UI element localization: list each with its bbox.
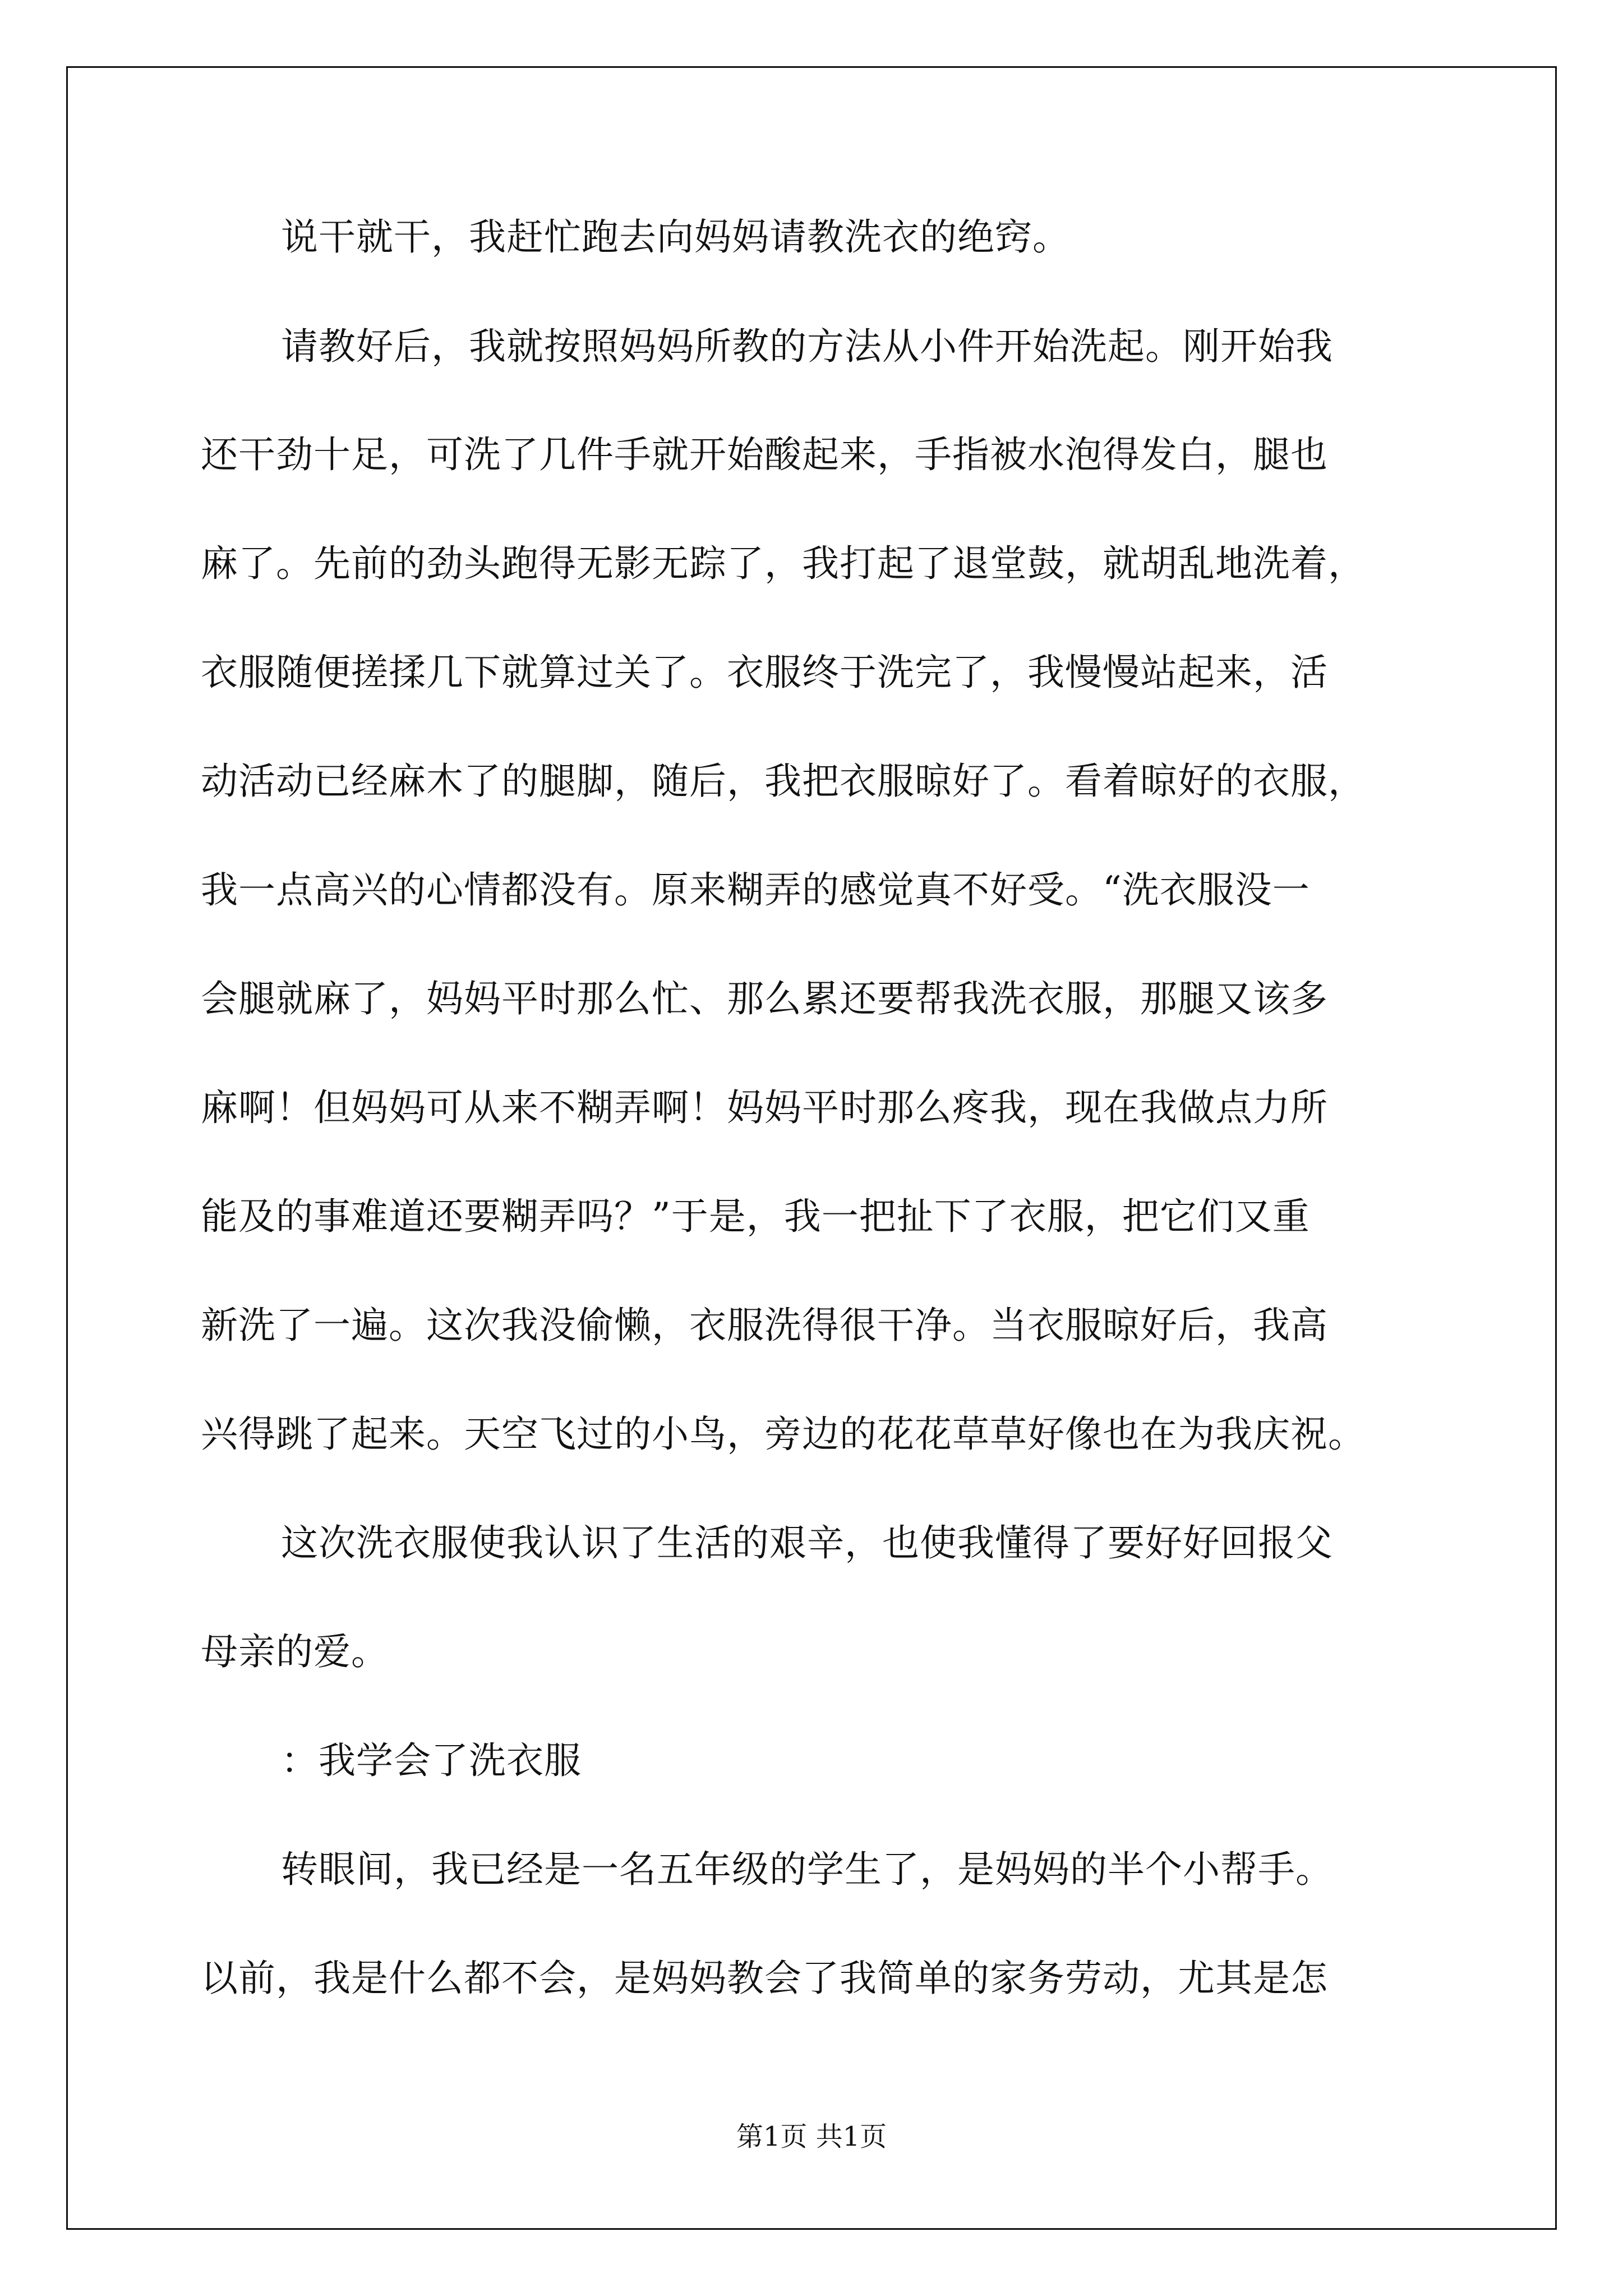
text-line: 麻啊！但妈妈可从来不糊弄啊！妈妈平时那么疼我，现在我做点力所: [201, 1086, 1328, 1129]
text-line: 会腿就麻了，妈妈平时那么忙、那么累还要帮我洗衣服，那腿又该多: [201, 977, 1328, 1020]
text-line: 兴得跳了起来。天空飞过的小鸟，旁边的花花草草好像也在为我庆祝。: [201, 1412, 1366, 1456]
text-line: 转眼间，我已经是一名五年级的学生了，是妈妈的半个小帮手。: [281, 1848, 1333, 1891]
section-heading: ：我学会了洗衣服: [281, 1739, 582, 1782]
text-line: 还干劲十足，可洗了几件手就开始酸起来，手指被水泡得发白，腿也: [201, 433, 1328, 476]
text-line: 母亲的爱。: [201, 1630, 389, 1673]
page-border: [66, 66, 1557, 2230]
page-number-footer: 第1页 共1页: [736, 2121, 887, 2152]
text-line: 衣服随便搓揉几下就算过关了。衣服终于洗完了，我慢慢站起来，活: [201, 651, 1328, 694]
text-line: 动活动已经麻木了的腿脚，随后，我把衣服晾好了。看着晾好的衣服，: [201, 760, 1366, 803]
text-line: 我一点高兴的心情都没有。原来糊弄的感觉真不好受。“洗衣服没一: [201, 868, 1310, 912]
text-line: 能及的事难道还要糊弄吗？”于是，我一把扯下了衣服，把它们又重: [201, 1195, 1310, 1238]
text-line: 说干就干，我赶忙跑去向妈妈请教洗衣的绝窍。: [281, 215, 1070, 259]
text-line: 这次洗衣服使我认识了生活的艰辛，也使我懂得了要好好回报父: [281, 1521, 1333, 1565]
text-line: 以前，我是什么都不会，是妈妈教会了我简单的家务劳动，尤其是怎: [201, 1957, 1328, 2000]
text-line: 麻了。先前的劲头跑得无影无踪了，我打起了退堂鼓，就胡乱地洗着，: [201, 542, 1366, 585]
text-line: 请教好后，我就按照妈妈所教的方法从小件开始洗起。刚开始我: [281, 325, 1333, 368]
text-line: 新洗了一遍。这次我没偷懒，衣服洗得很干净。当衣服晾好后，我高: [201, 1304, 1328, 1347]
